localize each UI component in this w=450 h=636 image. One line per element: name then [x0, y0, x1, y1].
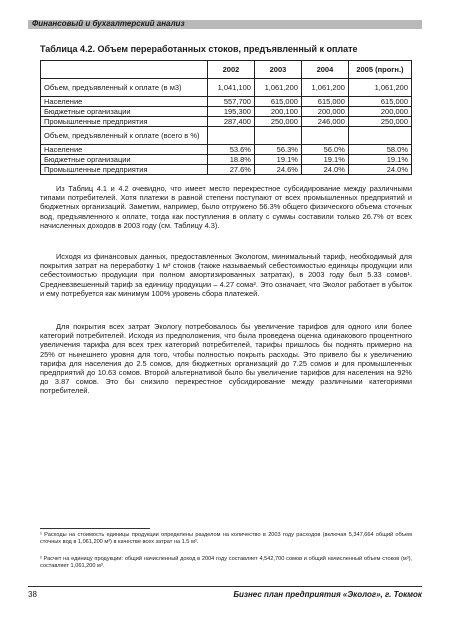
- footer-title: Бизнес план предприятия «Эколог», г. Токмок: [233, 590, 422, 599]
- row-label: Бюджетные организации: [41, 107, 208, 117]
- table-title: Таблица 4.2. Объем переработанных стоков, предъявленный к оплате: [40, 44, 358, 54]
- table-cell: 24.6%: [254, 165, 301, 175]
- table-cell: 200,100: [254, 107, 301, 117]
- data-table: [40, 60, 412, 175]
- paragraph-2: Исходя из финансовых данных, предоставленных Экологом, минимальный тариф, необходимый для покрытия затрат на переработку 1 м³ стоков (также называемый себестоимостью единицы продукции или себестоимостью продукции при полном амортизированных затратах), в 2003 году был 5.33 сомов¹. Средневзвешенный тариф за единицу продукции – 4.27 сома². Это означает, что Эколог работает в убыток и ему потребуется как минимум 100% уровень сбора платежей.: [40, 252, 412, 298]
- table-cell: 195,300: [208, 107, 255, 117]
- table-cell: 615,000: [254, 97, 301, 107]
- table-cell: 19.1%: [254, 155, 301, 165]
- table-row: [41, 107, 412, 117]
- table-cell: 27.6%: [208, 165, 255, 175]
- table-cell: 615,000: [301, 97, 348, 107]
- table-row: [41, 97, 412, 107]
- table-header-cell: 2005 (прогн.): [348, 61, 411, 79]
- table-cell: 250,000: [348, 117, 411, 127]
- table-header-cell: 2002: [208, 61, 255, 79]
- footnote-2: ² Расчет на единицу продукции: общий начисленный доход в 2004 году составляет 4,542,700 сомов и общий начисленный объем стоков (м³), составляет 1,061,200 м³.: [40, 556, 412, 569]
- table-cell: 1,061,200: [301, 79, 348, 97]
- table-row: [41, 165, 412, 175]
- row-label: Объем, предъявленный к оплате (всего в %): [41, 127, 208, 145]
- page-number: 38: [28, 590, 37, 599]
- table-header-row: [41, 61, 412, 79]
- table-cell: 18.8%: [208, 155, 255, 165]
- table-row: [41, 155, 412, 165]
- table-header-cell: [41, 61, 208, 79]
- table-cell: 24.0%: [348, 165, 411, 175]
- paragraph-3: Для покрытия всех затрат Экологу потребовалось бы увеличение тарифов для одного или более категорий потребителей. Исходя из предположения, что была проведена оценка одинакового процентного увеличения тарифа для всех трех категорий потребителей, тарифы пришлось бы поднять примерно на 25% от нынешнего уровня для того, чтобы полностью покрыть расходы. Это привело бы к увеличению тарифа для населения до 2.5 сомов, для бюджетных организаций до 7.25 сомов и для промышленных предприятий до 10.63 сомов. Второй альтернативой было бы увеличение тарифов для населения на 92% до 3.87 сомов. Это бы снизило перекрестное субсидирование между различными категориями потребителей.: [40, 322, 412, 396]
- table-cell: 19.1%: [301, 155, 348, 165]
- footnote-rule: [40, 528, 150, 529]
- table-cell: [348, 127, 411, 145]
- table-cell: 200,000: [348, 107, 411, 117]
- table-cell: 246,000: [301, 117, 348, 127]
- table-cell: 53.6%: [208, 145, 255, 155]
- running-header: [28, 20, 422, 29]
- table-cell: 19.1%: [348, 155, 411, 165]
- row-label: Бюджетные организации: [41, 155, 208, 165]
- table-cell: 56.0%: [301, 145, 348, 155]
- row-label: Промышленные предприятия: [41, 165, 208, 175]
- table-cell: 1,061,200: [348, 79, 411, 97]
- table-cell: 24.0%: [301, 165, 348, 175]
- footer-rule: [28, 586, 422, 587]
- table-cell: 615,000: [348, 97, 411, 107]
- table-cell: [301, 127, 348, 145]
- table-row: [41, 145, 412, 155]
- table-cell: 250,000: [254, 117, 301, 127]
- table-cell: 1,041,100: [208, 79, 255, 97]
- table-cell: 58.0%: [348, 145, 411, 155]
- row-label: Население: [41, 97, 208, 107]
- running-title: Финансовый и бухгалтерский анализ: [32, 19, 185, 28]
- table-cell: [254, 127, 301, 145]
- row-label: Население: [41, 145, 208, 155]
- table-cell: 200,000: [301, 107, 348, 117]
- table-cell: 56.3%: [254, 145, 301, 155]
- row-label: Промышленные предприятия: [41, 117, 208, 127]
- table-row: [41, 127, 412, 145]
- table-cell: [208, 127, 255, 145]
- table-cell: 1,061,200: [254, 79, 301, 97]
- table-row: [41, 117, 412, 127]
- table-header-cell: 2003: [254, 61, 301, 79]
- paragraph-1: Из Таблиц 4.1 и 4.2 очевидно, что имеет место перекрестное субсидирование между различными типами потребителей. Хотя платежи в равной степени поступают от всех промышленных предприятий и бюджетных организаций. Заметим, например, было отгружено 56.3% общего физического объема сточных вод, предъявленного к оплате, тогда как поступления в оплату с суммы составили только 26.7% от всех начисленных доходов в 2003 году (см. Таблицу 4.3).: [40, 184, 412, 230]
- table-cell: 557,700: [208, 97, 255, 107]
- footnote-1: ¹ Расходы на стоимость единицы продукции определены разделом на количество в 2003 году расходов (включая 5,347,664 общий объем сточных вод в 1,061,200 м³) в качестве всех затрат на 1.5 м³.: [40, 532, 412, 545]
- table-cell: 287,400: [208, 117, 255, 127]
- table-header-cell: 2004: [301, 61, 348, 79]
- table-row: [41, 79, 412, 97]
- row-label: Объем, предъявленный к оплате (в м3): [41, 79, 208, 97]
